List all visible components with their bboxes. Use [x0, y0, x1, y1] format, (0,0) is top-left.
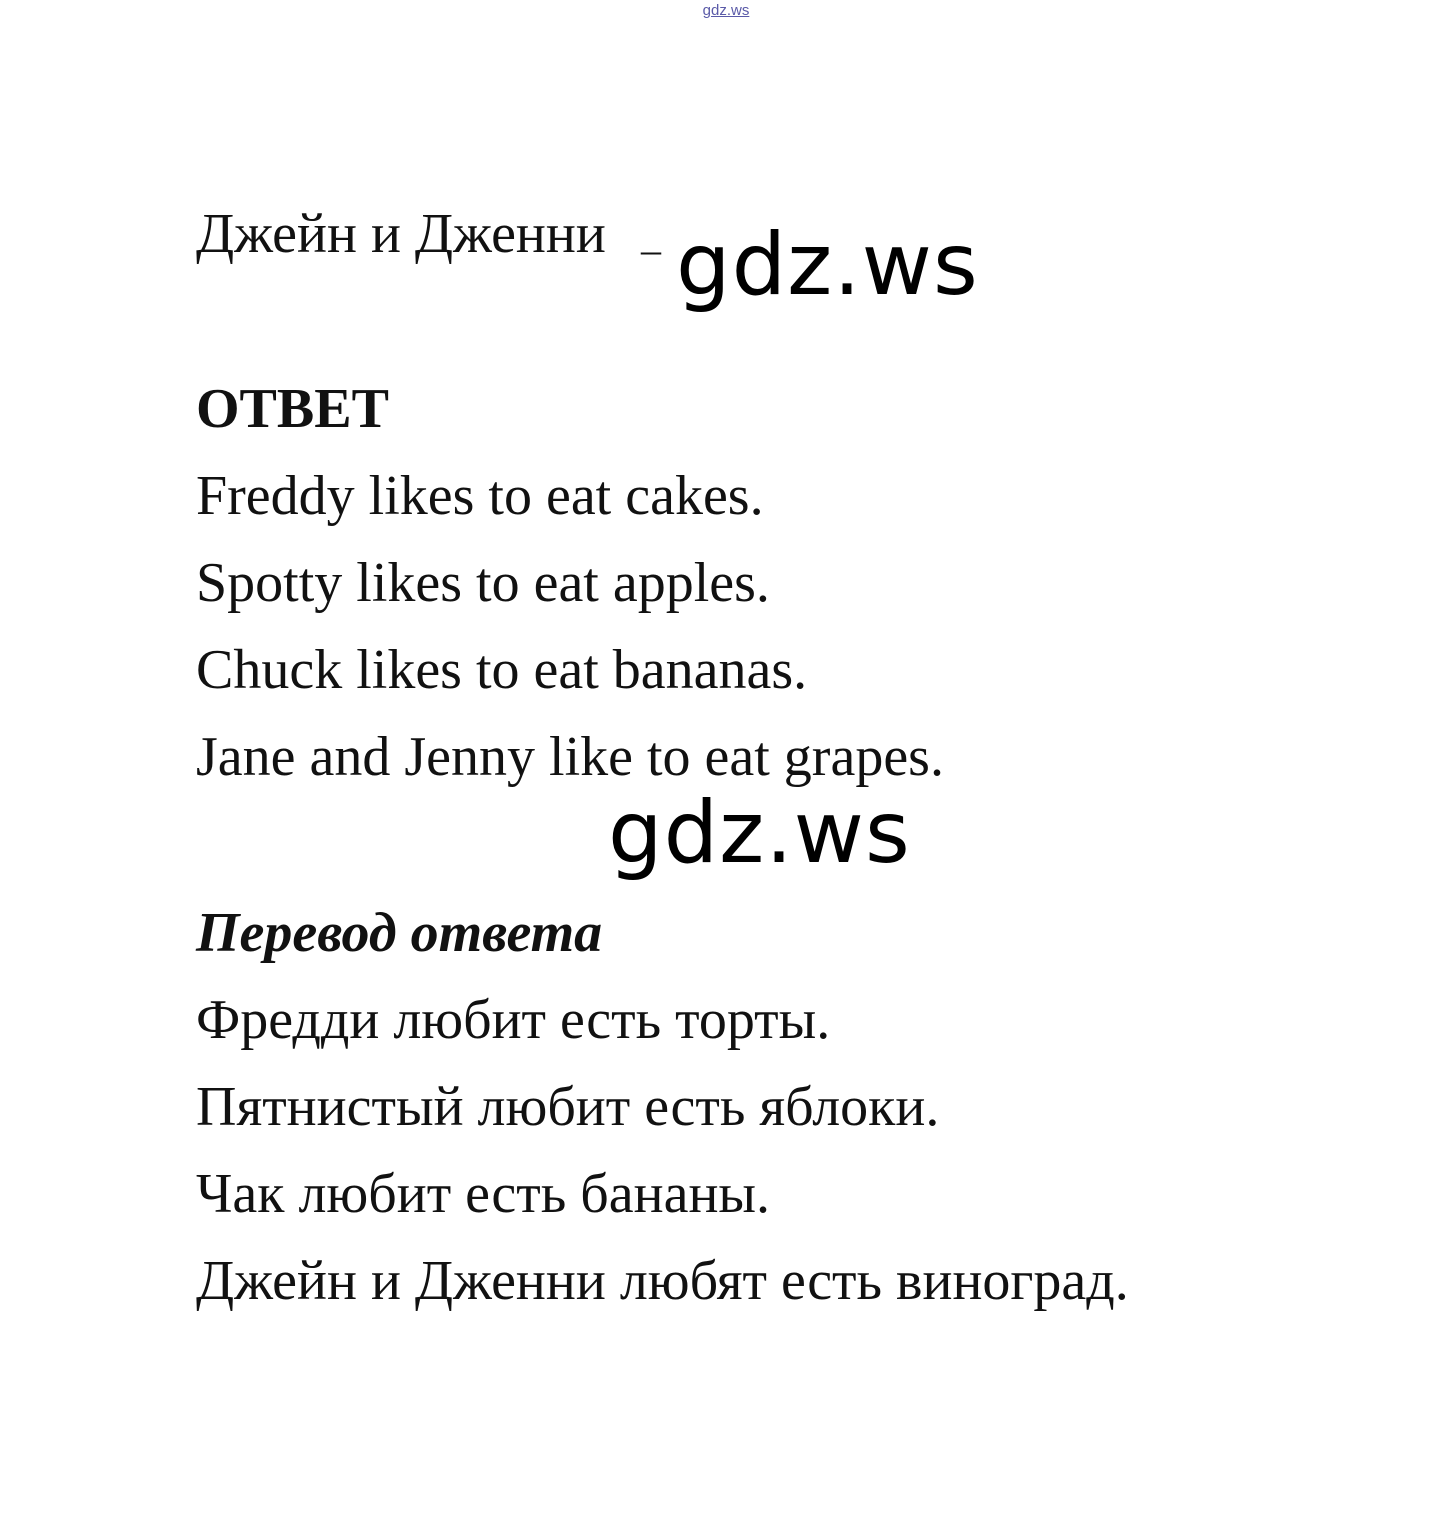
site-link[interactable]: gdz.ws	[702, 2, 750, 19]
watermark-top: gdz.ws	[676, 215, 979, 315]
answer-line-2: Spotty likes to eat apples.	[196, 552, 770, 614]
translation-line-4: Джейн и Дженни любят есть виноград.	[196, 1250, 1129, 1312]
translation-line-2: Пятнистый любит есть яблоки.	[196, 1076, 940, 1138]
answer-line-3: Chuck likes to eat bananas.	[196, 639, 808, 701]
translation-heading: Перевод ответа	[196, 902, 603, 964]
translation-line-3: Чак любит есть бананы.	[196, 1163, 771, 1225]
answer-line-4: Jane and Jenny like to eat grapes.	[196, 726, 944, 788]
answer-blank-dash: –	[641, 227, 661, 272]
answer-heading: ОТВЕТ	[196, 378, 389, 440]
answer-line-1: Freddy likes to eat cakes.	[196, 465, 764, 527]
question-fragment: Джейн и Дженни	[196, 203, 606, 265]
watermark-middle: gdz.ws	[608, 783, 911, 883]
translation-line-1: Фредди любит есть торты.	[196, 989, 831, 1051]
